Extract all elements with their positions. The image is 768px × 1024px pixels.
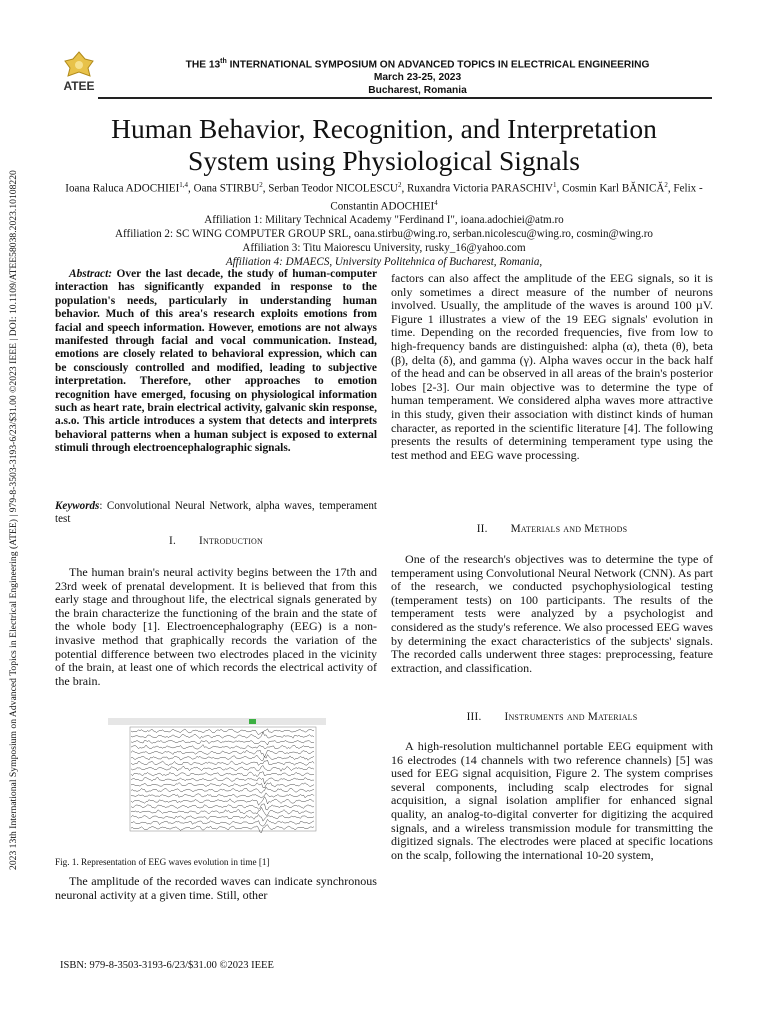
materials-methods-section: [391, 553, 713, 675]
figure-caption: Fig. 1. Representation of EEG waves evolution in time [1]: [55, 857, 270, 867]
amplitude-section: [55, 875, 377, 902]
intro-paragraph: The human brain's neural activity begins between the 17th and 23rd week of prenatal development. It is believed that from this early stage and throughout life, the electrical signals generated by the brain characterize the functioning of the brain and the state of the whole body [1]. Electroencephalography (EEG) is a non-invasive method that graphically records the variation of the potential difference between two electrodes placed in the vicinity of the brain, at least one of which records the electrical activity of the brain.: [55, 565, 377, 688]
paper-title: [56, 113, 712, 177]
right-column-top: [391, 272, 713, 462]
title-line-1: Human Behavior, Recognition, and Interpretation: [111, 113, 657, 144]
affiliation-4: Affiliation 4: DMAECS, University Politehnica of Bucharest, Romania,: [225, 256, 543, 269]
section-heading-instruments: III. Instruments and Materials: [466, 711, 638, 723]
keywords-label: Keywords: [55, 500, 100, 512]
atee-logo-icon: [62, 50, 96, 96]
abstract: [55, 268, 377, 456]
keywords-text: : Convolutional Neural Network, alpha waves, temperament test: [55, 500, 377, 525]
logo-text: ATEE: [63, 79, 95, 93]
section-heading-materials-methods: II. Materials and Methods: [476, 523, 628, 535]
eeg-figure: [108, 718, 326, 840]
conference-date: March 23-25, 2023: [373, 72, 462, 84]
affiliation-1: Affiliation 1: Military Technical Academy "Ferdinand I", ioana.adochiei@atm.ro: [204, 214, 564, 227]
instruments-section: [391, 740, 713, 862]
author-block: [52, 178, 716, 269]
abstract-label: Abstract:: [69, 268, 113, 280]
side-doi-strip: [8, 152, 26, 870]
conference-line-1: THE 13th INTERNATIONAL SYMPOSIUM ON ADVANCED TOPICS IN ELECTRICAL ENGINEERING: [185, 58, 650, 71]
conference-location: Bucharest, Romania: [368, 85, 467, 97]
conference-header: [140, 55, 695, 97]
author-list: Ioana Raluca ADOCHIEI$^{1,4}$, Oana STIRBU$^2$, Serban Teodor NICOLESCU$^2$, Ruxandra Victoria PARASCHIV$^1$, Cosmin Karl BĂNICĂ$^2$, Felix - Constantin ADOCHIEI$^4$: [65, 181, 703, 213]
keywords: [55, 500, 377, 526]
isbn-footer: ISBN: 979-8-3503-3193-6/23/$31.00 ©2023 IEEE: [60, 960, 274, 971]
eeg-waveform-plot: [108, 718, 326, 840]
abstract-text: Over the last decade, the study of human-computer interaction has significantly expanded in response to the population's needs, particularly in understanding human behavior. Much of this area's research exploits emotions from facial and speech information. However, emotions are not always manifested through facial and vocal communication. Instead, emotions are closely related to behavioral expression, which can be consciously controlled and modified, leading to subjective interpretation. Therefore, other approaches to emotion recognition have emerged, focusing on physiological information such as heart rate, brain electrical activity, galvanic skin response, a.s.o. This article introduces a system that detects and interprets behavioral patterns when a human subject is exposed to external stimuli through electroencephalographic signals.: [55, 268, 377, 455]
atee-logo: [62, 50, 96, 96]
affiliation-3: Affiliation 3: Titu Maiorescu University, rusky_16@yahoo.com: [242, 242, 526, 255]
eeg-marker: [249, 719, 256, 724]
header-rule: [98, 97, 712, 99]
amplitude-paragraph: The amplitude of the recorded waves can indicate synchronous neuronal activity at a given time. Still, other: [55, 874, 377, 902]
title-line-2: System using Physiological Signals: [188, 145, 580, 176]
intro-section: [55, 566, 377, 688]
side-doi-text: 2023 13th International Symposium on Advanced Topics in Electrical Engineering (ATEE) | 979-8-3503-3193-6/23/$31.00 ©2023 IEEE | DOI: 10.1109/ATEE58038.2023.10108220: [8, 170, 19, 870]
right-paragraph-3: A high-resolution multichannel portable EEG equipment with 16 electrodes (14 channels with two reference channels) [5] was used for EEG signal acquisition, Figure 2. The system comprises several components, including scalp electrodes for signal acquisition, a signal isolation amplifier for enhanced signal quality, an analog-to-digital converter for digitizing the acquired signals, and a wireless transmission module for transmitting the digitized signals. The electrodes were placed at specific locations on the scalp, following the international 10-20 system,: [391, 739, 713, 862]
affiliation-2: Affiliation 2: SC WING COMPUTER GROUP SRL, oana.stirbu@wing.ro, serban.nicolescu@wing.ro, cosmin@wing.ro: [115, 228, 653, 241]
eeg-toolbar: [108, 718, 326, 725]
right-paragraph-2: One of the research's objectives was to determine the type of temperament using Convolutional Neural Network (CNN). As part of the research, we conducted psychophysiological testing (temperament tests) on 100 participants. The results of the temperament tests were analyzed by a psychologist and considered as the study's reference. We also processed EEG waves by determining the exact characteristics of the subjects' signals. The recorded calls underwent three stages: preprocessing, feature extraction, and classification.: [391, 552, 713, 675]
right-paragraph-1: factors can also affect the amplitude of the EEG signals, so it is only sometimes a direct measure of the number of neurons involved. Usually, the amplitude of the waves is around 100 µV. Figure 1 illustrates a view of the 19 EEG signals' evolution in time. Depending on the recorded frequencies, five from low to high-frequency bands are distinguished: alpha (α), theta (θ), beta (β), delta (δ), and gamma (γ). Alpha waves occur in the back half of the head and can be observed in all areas of the brain's posterior lobes [2-3]. Our main objective was to determine the type of human temperament. We considered alpha waves more attractive in this study, given their association with distinct kinds of human character, as reported in the scientific literature [4]. The following presents the results of determining temperament type using the test method and EEG wave processing.: [391, 271, 713, 462]
section-heading-introduction: I. Introduction: [169, 535, 263, 547]
